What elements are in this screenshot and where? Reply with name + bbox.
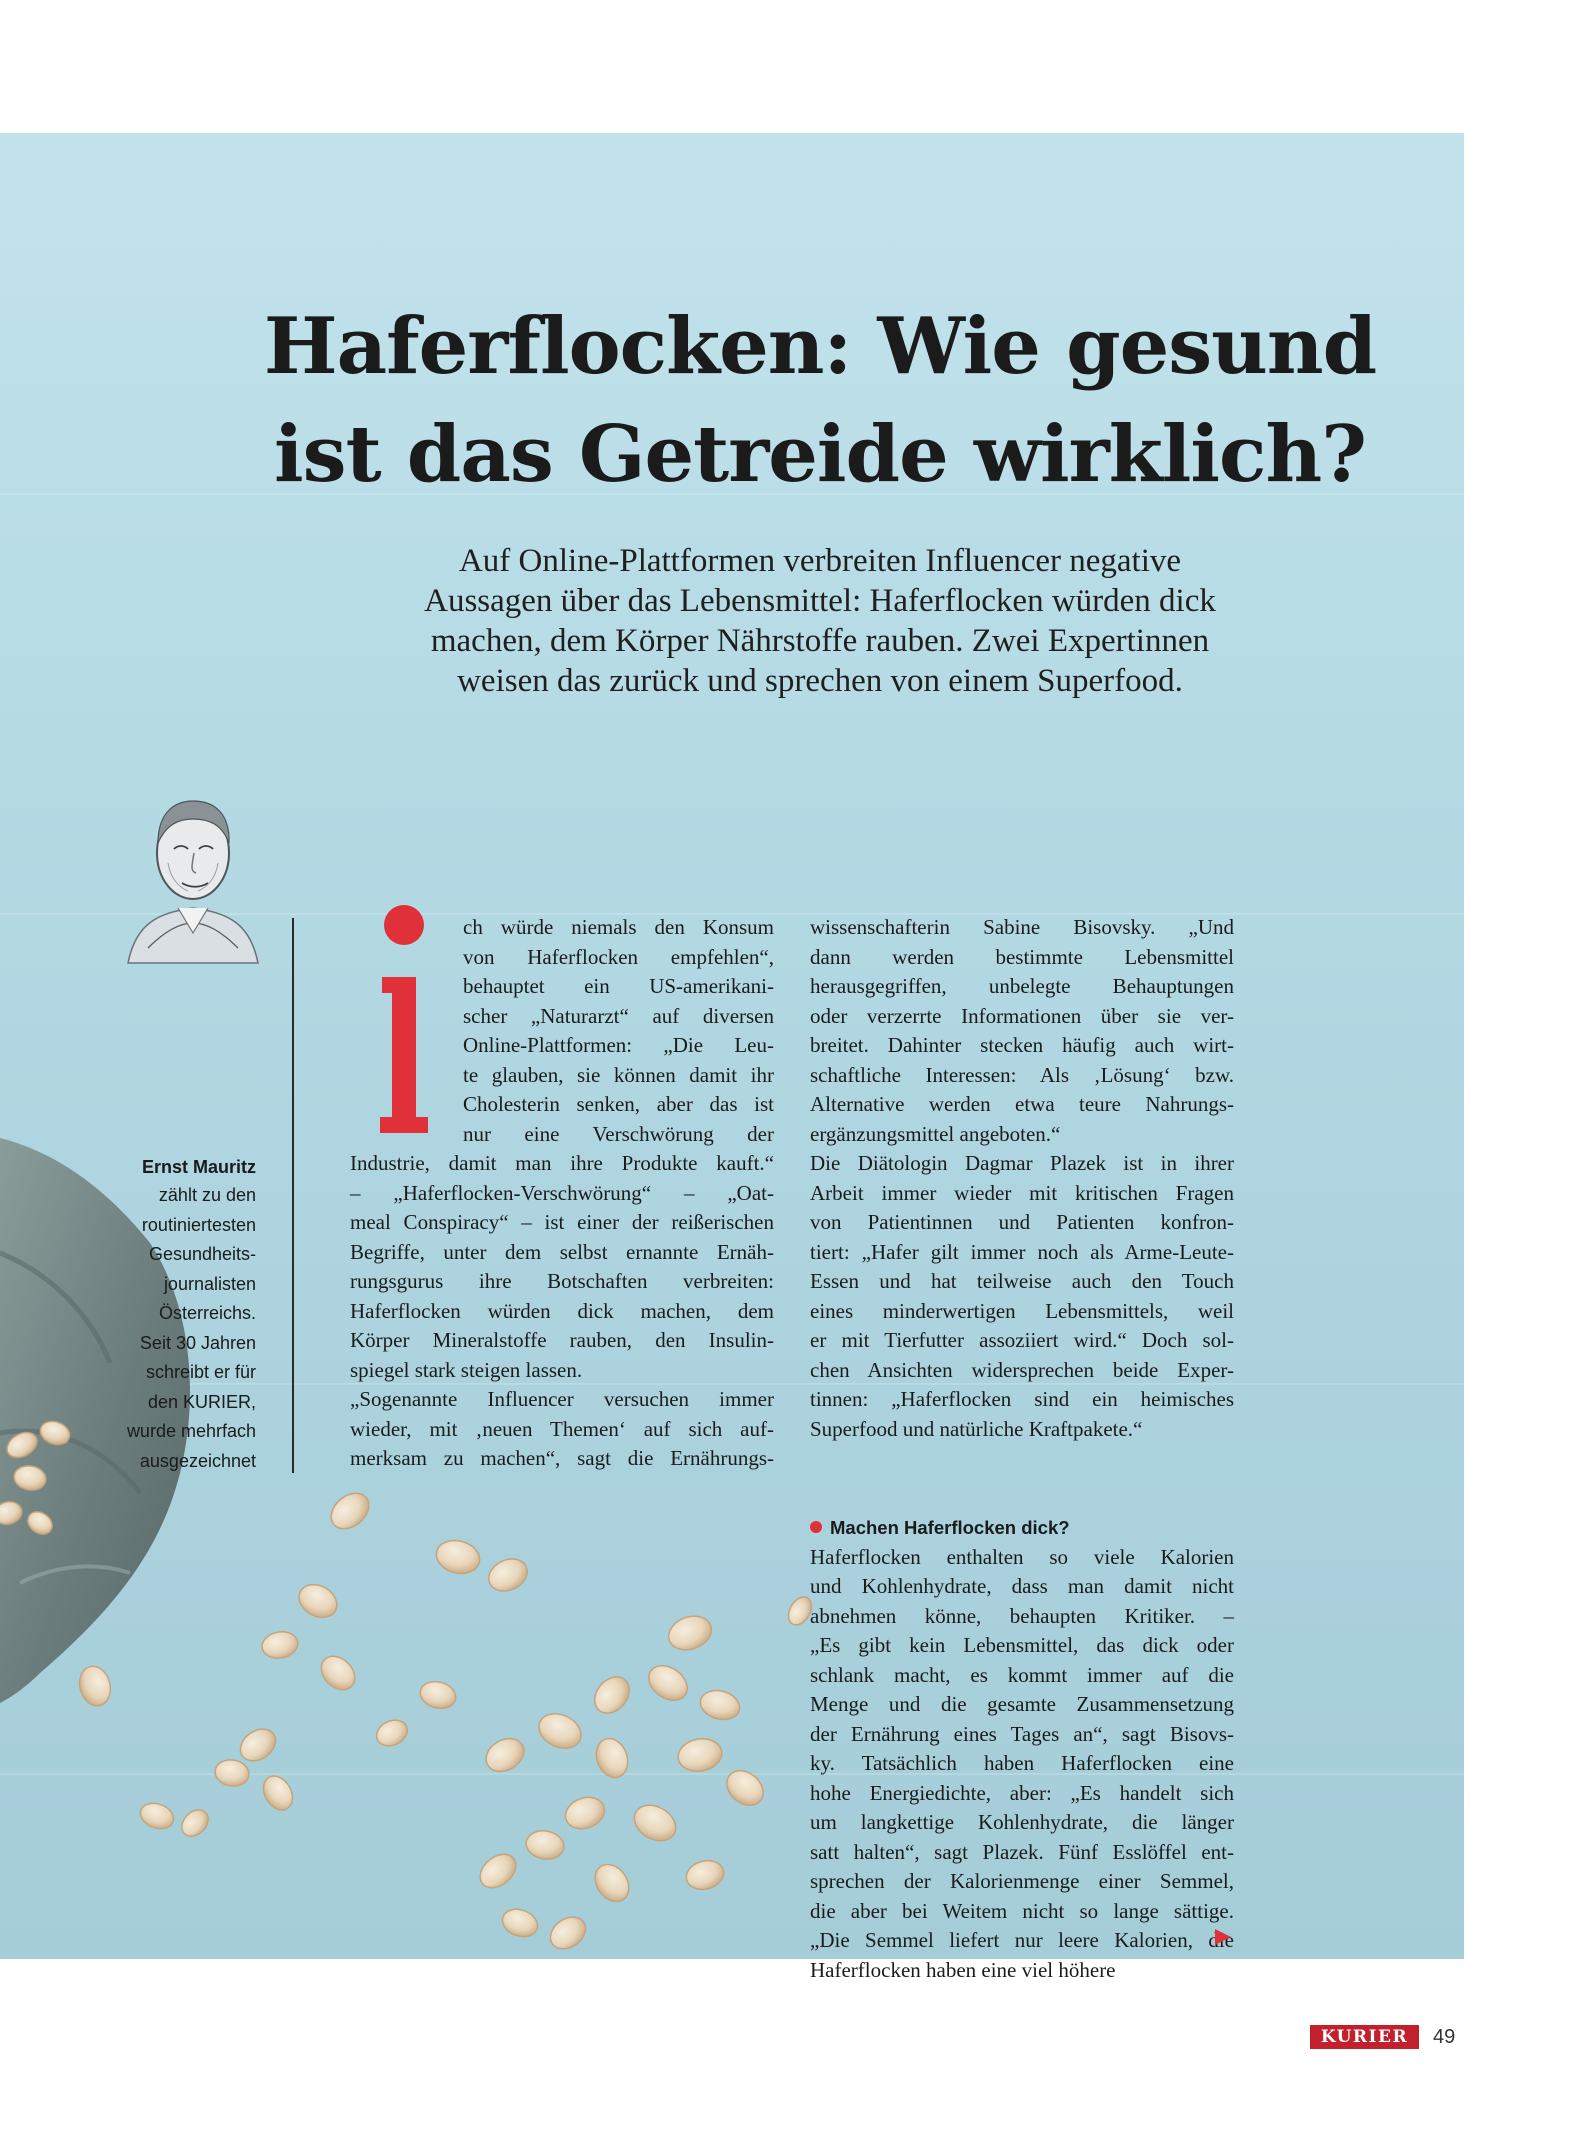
lead-paragraph [300,541,1340,701]
text-line: Körper Mineralstoffe rauben, den Insulin- [350,1328,774,1352]
text-line: Menge und die gesamte Zusammensetzung [810,1692,1234,1716]
text-line: Haferflocken haben eine viel höhere [810,1957,1116,1982]
text-line: um langkettige Kohlenhydrate, die länger [810,1810,1234,1834]
text-line: nur eine Verschwörung der [463,1121,774,1146]
text-line: breitet. Dahinter stecken häufig auch wirt- [810,1033,1234,1057]
text-line: spiegel stark steigen lassen. [350,1357,583,1382]
text-line: Die Diätologin Dagmar Plazek ist in ihrer [810,1151,1234,1175]
article-column-1 [350,913,774,1474]
text-line: Haferflocken enthalten so viele Kalorien [810,1544,1234,1569]
text-line: der Ernährung eines Tages an“, sagt Bisovs- [810,1721,1234,1746]
author-bio-line: wurde mehrfach [126,1421,256,1441]
text-line: oder verzerrte Informationen über sie ver- [810,1003,1234,1028]
text-line: „Es gibt kein Lebensmittel, das dick oder [810,1633,1234,1657]
text-line: – „Haferflocken-Verschwörung“ – „Oat- [350,1180,774,1205]
continue-arrow-icon [1215,1929,1231,1945]
text-line: schaftliche Interessen: Als ‚Lösung‘ bzw. [810,1062,1234,1087]
text-line: tiert: „Hafer gilt immer noch als Arme-Leute- [810,1239,1234,1264]
text-line: satt halten“, sagt Plazek. Fünf Esslöffel ent- [810,1839,1234,1864]
author-bio-line: journalisten [163,1273,256,1294]
kurier-logo: KURIER [1310,2025,1419,2049]
author-bio-line: Gesundheits- [148,1244,256,1264]
bullet-dot-icon [810,1521,822,1533]
author-name: Ernst Mauritz [141,1157,256,1177]
text-line: tinnen: „Haferflocken sind ein heimisches [810,1387,1234,1411]
text-line: „Sogenannte Influencer versuchen immer [350,1387,774,1411]
text-line: eines minderwertigen Lebensmittels, weil [810,1298,1234,1323]
author-bio-line: routiniertesten [141,1214,256,1235]
headline-line: Haferflocken: Wie gesund [263,301,1377,392]
author-bio-line: ausgezeichnet [139,1450,256,1471]
text-line: dann werden bestimmte Lebensmittel [810,944,1234,969]
text-line: Industrie, damit man ihre Produkte kauft.“ [350,1151,774,1175]
text-line: Arbeit immer wieder mit kritischen Fragen [810,1180,1234,1205]
author-bio-line: Österreichs. [158,1303,256,1323]
text-line: herausgegriffen, unbelegte Behauptungen [810,974,1234,998]
headline [200,293,1440,509]
text-line: Haferflocken würden dick machen, dem [350,1298,774,1323]
text-line: ergänzungsmittel angeboten.“ [810,1121,1061,1146]
text-line: hohe Energiedichte, aber: „Es handelt sich [810,1780,1234,1805]
text-line: er mit Tierfutter assoziiert wird.“ Doch sol- [810,1328,1234,1352]
text-line: schlank macht, es kommt immer auf die [810,1662,1234,1687]
text-line: Begriffe, unter dem selbst ernannte Ernäh- [350,1239,774,1264]
author-bio [70,1181,256,1476]
text-line: Essen und hat teilweise auch den Touch [810,1269,1234,1293]
drop-cap-letter: i [404,1075,405,1076]
text-line: sprechen der Kalorienmenge einer Semmel, [810,1869,1234,1893]
text-line: meal Conspiracy“ – ist einer der reißerischen [350,1210,774,1234]
text-line: wieder, mit ‚neuen Themen‘ auf sich auf- [350,1416,774,1441]
column-divider [292,918,294,1473]
text-line: und Kohlenhydrate, dass man damit nicht [810,1574,1234,1598]
article-column-3 [810,1513,1234,1985]
text-line: rungsgurus ihre Botschaften verbreiten: [350,1269,774,1293]
text-line: Online-Plattformen: „Die Leu- [463,1033,774,1057]
text-line: scher „Naturarzt“ auf diversen [463,1003,774,1028]
text-line: te glauben, sie können damit ihr [463,1062,774,1087]
lead-line: Auf Online-Plattformen verbreiten Influencer negative [458,543,1182,579]
author-portrait [118,773,268,963]
lead-line: Aussagen über das Lebensmittel: Haferflocken würden dick [424,583,1216,619]
lead-line: weisen das zurück und sprechen von einem Superfood. [457,663,1183,699]
text-line: von Haferflocken empfehlen“, [463,944,774,969]
text-line: wissenschafterin Sabine Bisovsky. „Und [810,915,1234,939]
headline-line: ist das Getreide wirklich? [274,409,1366,500]
text-line: merksam zu machen“, sagt die Ernährungs- [350,1446,774,1470]
author-bio-line: den KURIER, [147,1391,256,1412]
photo-background [0,133,1464,1982]
subheading-text: Machen Haferflocken dick? [830,1517,1070,1538]
lead-line: machen, dem Körper Nährstoffe rauben. Zwei Expertinnen [430,623,1210,659]
text-line: die aber bei Weitem nicht so lange sättige. [810,1898,1234,1923]
text-line: ky. Tatsächlich haben Haferflocken eine [810,1751,1234,1775]
author-bio-line: zählt zu den [158,1185,256,1205]
page-number: 49 [1433,2026,1456,2048]
text-line: Cholesterin senken, aber das ist [463,1092,774,1116]
subheading [810,1513,1234,1543]
text-line: von Patientinnen und Patienten konfron- [810,1210,1234,1234]
text-line: chen Ansichten widersprechen beide Exper- [810,1357,1234,1382]
text-line: „Die Semmel liefert nur leere Kalorien, die [810,1928,1234,1952]
author-bio-line: schreibt er für [145,1362,256,1382]
author-bio-line: Seit 30 Jahren [139,1332,256,1353]
text-line: behauptet ein US-amerikani- [463,974,774,998]
text-line: ch würde niemals den Konsum [463,915,774,939]
text-line: Superfood und natürliche Kraftpakete.“ [810,1416,1143,1441]
text-line: abnehmen könne, behaupten Kritiker. – [810,1603,1234,1628]
text-line: Alternative werden etwa teure Nahrungs- [810,1092,1234,1116]
article-column-2 [810,913,1234,1444]
